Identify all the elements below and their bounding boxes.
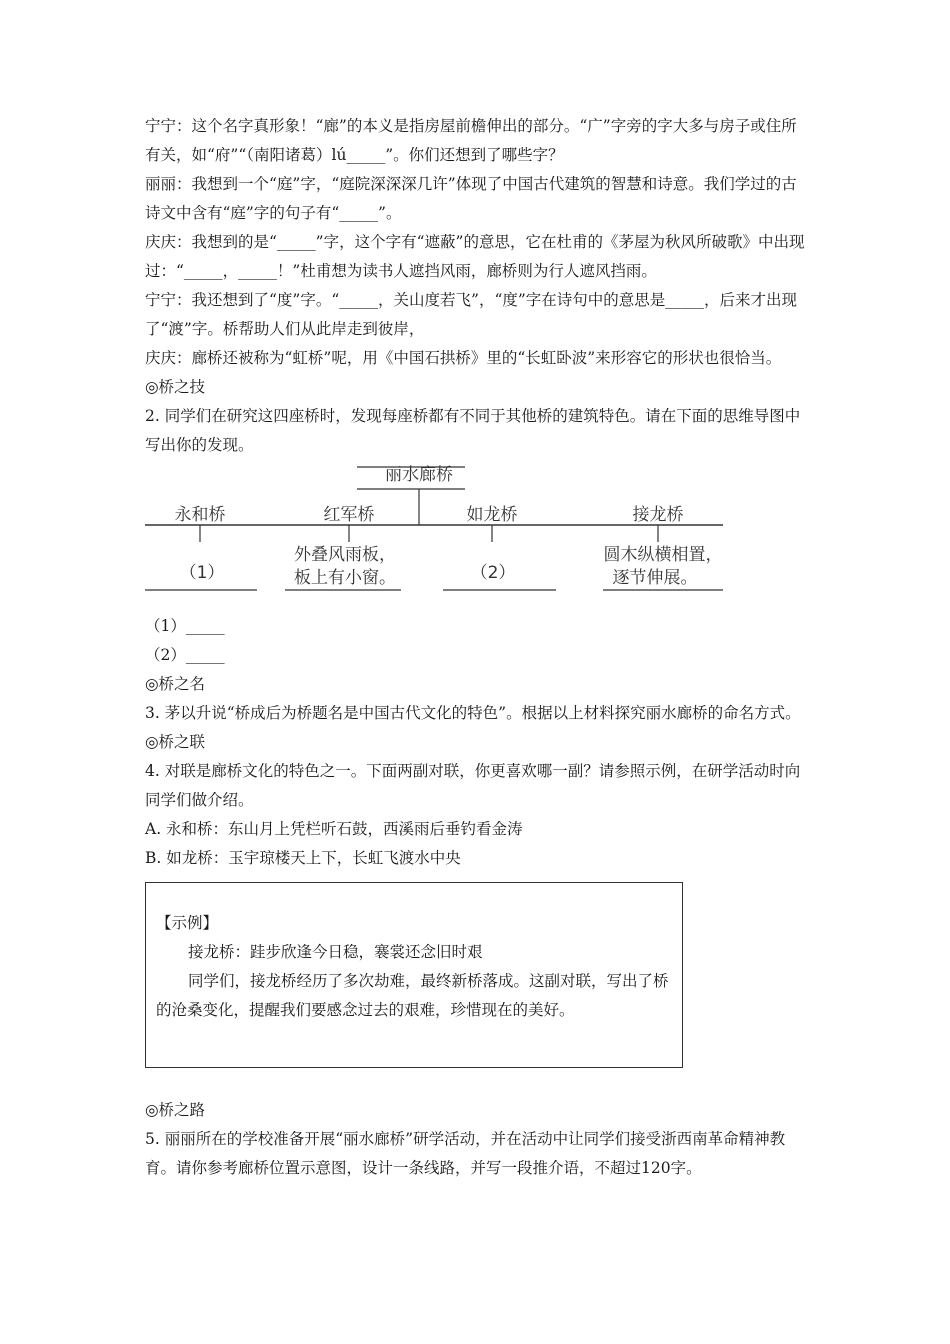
mindmap-root: 丽水廊桥 bbox=[385, 465, 453, 485]
leaf-hongjun-line2: 板上有小窗。 bbox=[294, 568, 396, 588]
option-b: B. 如龙桥：玉宇琼楼天上下，长虹飞渡水中央 bbox=[145, 849, 461, 867]
bridge-yonghe: 永和桥 bbox=[174, 505, 226, 525]
option-a: A. 永和桥：东山月上凭栏听石鼓，西溪雨后垂钓看金涛 bbox=[145, 820, 523, 838]
dialogue-ningning-2: 宁宁：我还想到了“度”字。“_____，关山度若飞”，“度”字在诗句中的意思是_____，后来才出现了“渡”字。桥帮助人们从此岸走到彼岸， bbox=[145, 291, 798, 338]
dialogue-lili: 丽丽：我想到一个“庭”字，“庭院深深深几许”体现了中国古代建筑的智慧和诗意。我们学过的古诗文中含有“庭”字的句子有“_____”。 bbox=[145, 175, 797, 222]
mind-map bbox=[145, 462, 810, 612]
bridge-hongjun: 红军桥 bbox=[323, 505, 375, 525]
section-heading-route: ◎桥之路 bbox=[145, 1101, 206, 1119]
question-2: 2. 同学们在研究这四座桥时，发现每座桥都有不同于其他桥的建筑特色。请在下面的思维导图中写出你的发现。 bbox=[145, 407, 801, 454]
document-page bbox=[145, 112, 810, 1183]
question-4: 4. 对联是廊桥文化的特色之一。下面两副对联，你更喜欢哪一副？请参照示例，在研学活动时向同学们做介绍。 bbox=[145, 762, 801, 809]
example-title: 【示例】 bbox=[156, 914, 219, 932]
answer-2: （2）_____ bbox=[145, 646, 225, 664]
section-heading-technique: ◎桥之技 bbox=[145, 378, 206, 396]
leaf-rulong-blank: （2） bbox=[470, 563, 516, 583]
example-couplet: 接龙桥：跬步欣逢今日稳，褰裳还念旧时艰 bbox=[188, 943, 483, 961]
bridge-rulong: 如龙桥 bbox=[466, 505, 518, 525]
dialogue-ningning-1: 宁宁：这个名字真形象！“廊”的本义是指房屋前檐伸出的部分。“广”字旁的字大多与房子或住所有关，如“府”“（南阳诸葛）lú_____”。你们还想到了哪些字？ bbox=[145, 117, 797, 164]
leaf-jielong-line1: 圆木纵横相置， bbox=[603, 545, 723, 565]
leaf-yonghe-blank: （1） bbox=[179, 563, 225, 583]
section-heading-name: ◎桥之名 bbox=[145, 675, 206, 693]
bridge-jielong: 接龙桥 bbox=[632, 505, 684, 525]
question-3: 3. 茅以升说“桥成后为桥题名是中国古代文化的特色”。根据以上材料探究丽水廊桥的命名方式。 bbox=[145, 704, 801, 722]
dialogue-qingqing-1: 庆庆：我想到的是“_____”字，这个字有“遮蔽”的意思，它在杜甫的《茅屋为秋风所破歌》中出现过：“_____，_____！”杜甫想为读书人遮挡风雨，廊桥则为行人遮风挡雨。 bbox=[145, 233, 805, 280]
dialogue-qingqing-2: 庆庆：廊桥还被称为“虹桥”呢，用《中国石拱桥》里的“长虹卧波”来形容它的形状也很恰当。 bbox=[145, 349, 782, 367]
example-text: 同学们，接龙桥经历了多次劫难，最终新桥落成。这副对联，写出了桥的沧桑变化，提醒我们要感念过去的艰难，珍惜现在的美好。 bbox=[156, 972, 669, 1019]
section-heading-couplet: ◎桥之联 bbox=[145, 733, 206, 751]
example-box bbox=[145, 882, 683, 1068]
question-5: 5. 丽丽所在的学校准备开展“丽水廊桥”研学活动，并在活动中让同学们接受浙西南革命精神教育。请你参考廊桥位置示意图，设计一条线路，并写一段推介语，不超过120字。 bbox=[145, 1130, 786, 1177]
leaf-hongjun-line1: 外叠风雨板， bbox=[294, 545, 396, 565]
answer-1: （1）_____ bbox=[145, 617, 225, 635]
leaf-jielong-line2: 逐节伸展。 bbox=[612, 568, 698, 588]
